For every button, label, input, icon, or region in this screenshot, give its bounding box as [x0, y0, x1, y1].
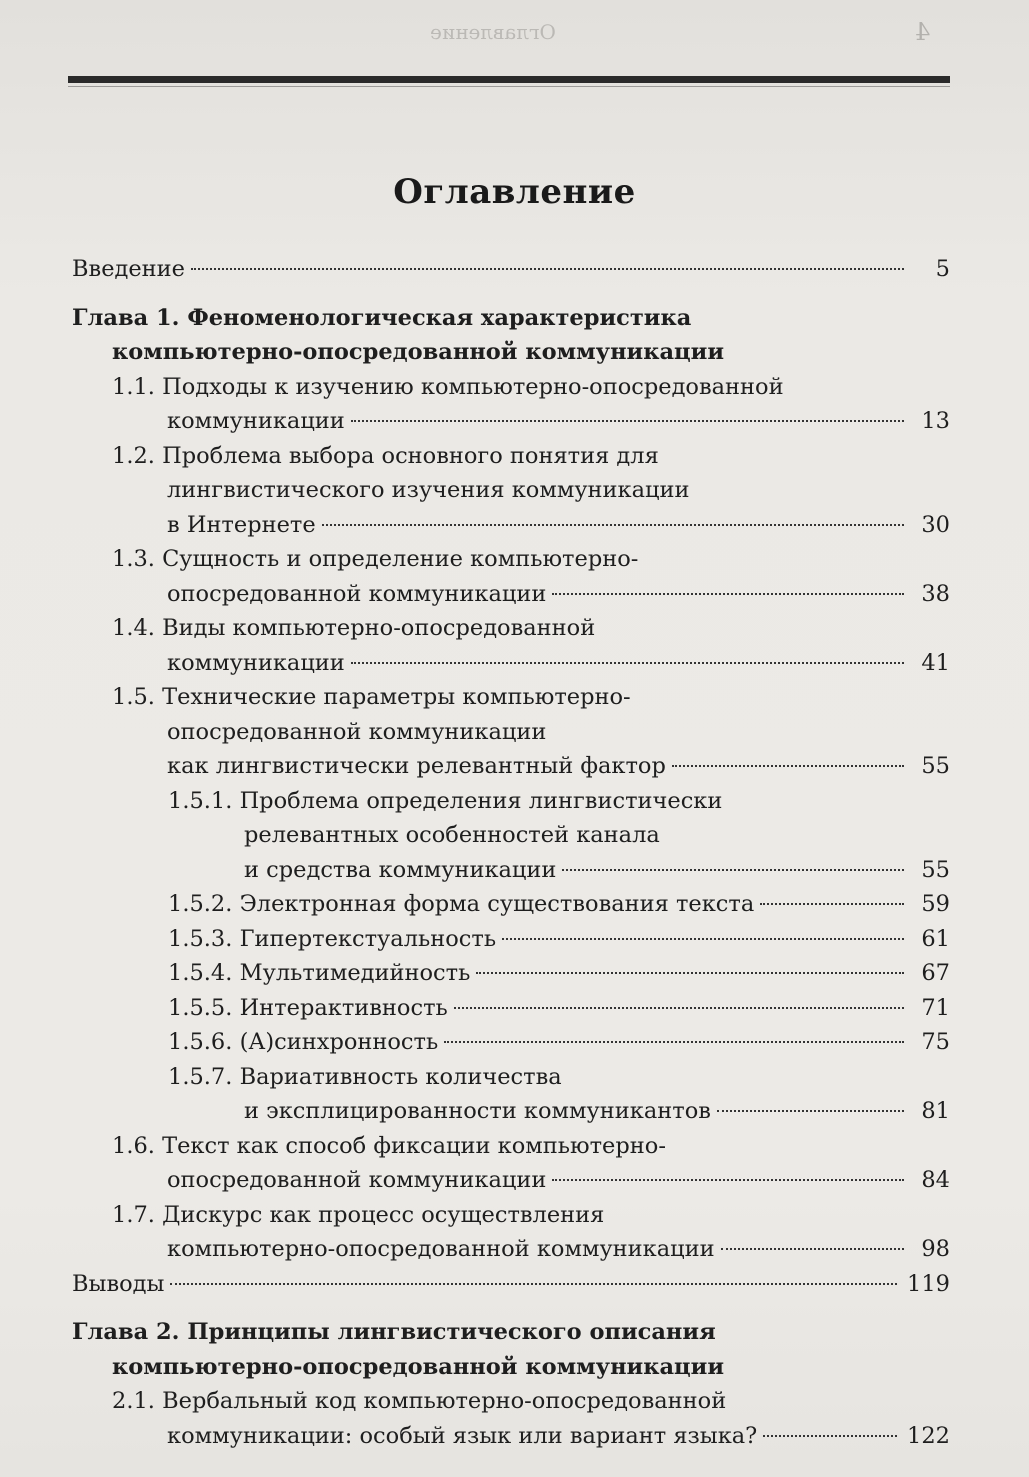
toc-entry-1-5-6[interactable]	[72, 1025, 950, 1060]
section-number: 1.1.	[112, 373, 155, 400]
toc-entry-1-2[interactable]	[72, 439, 950, 543]
dot-leader	[721, 1248, 904, 1250]
section-title-line: релевантных особенностей канала	[244, 822, 660, 848]
dot-leader	[552, 1179, 904, 1181]
section-title-line: опосредованной коммуникации	[167, 1167, 547, 1193]
page-number: 67	[921, 960, 950, 986]
page-number: 41	[921, 649, 950, 676]
section-number: 1.7.	[112, 1201, 155, 1228]
dot-leader	[351, 420, 904, 422]
section-number: 1.2.	[112, 442, 155, 469]
chapter-2-heading[interactable]	[72, 1315, 950, 1384]
section-title-line: Текст как способ фиксации компьютерно-	[162, 1132, 666, 1159]
section-number: 1.3.	[112, 546, 155, 572]
page-number: 98	[921, 1236, 950, 1262]
section-title-line: опосредованной коммуникации	[167, 718, 547, 745]
dot-leader	[322, 524, 904, 526]
section-number: 1.4.	[112, 615, 155, 641]
toc-entry-label: Выводы	[72, 1270, 165, 1297]
toc-entry-1-6[interactable]	[72, 1129, 950, 1198]
page-number: 5	[935, 256, 950, 282]
dot-leader	[760, 903, 904, 905]
section-title-line: и средства коммуникации	[244, 856, 557, 883]
section-title-line: опосредованной коммуникации	[167, 580, 547, 607]
dot-leader	[672, 765, 904, 767]
section-title-line: Электронная форма существования текста	[239, 891, 755, 917]
chapter-title-line: компьютерно-опосредованной коммуникации	[112, 339, 725, 365]
section-title-line: и эксплицированности коммуникантов	[244, 1098, 711, 1124]
toc-entry-1-4[interactable]	[72, 611, 950, 680]
toc-entry-1-5-3[interactable]	[72, 922, 950, 957]
header-rule	[68, 76, 950, 83]
section-title-line: Вербальный код компьютерно-опосредованной	[162, 1388, 727, 1414]
page-number: 13	[921, 408, 950, 434]
dot-leader	[502, 938, 904, 940]
chapter-1-heading[interactable]	[72, 301, 950, 370]
section-number: 1.5.7.	[168, 1063, 233, 1090]
toc-entry-1-5[interactable]	[72, 680, 950, 784]
section-number: 1.6.	[112, 1132, 155, 1159]
section-title-line: компьютерно-опосредованной коммуникации	[167, 1236, 715, 1262]
section-title-line: коммуникации: особый язык или вариант языка?	[167, 1422, 758, 1449]
section-title-line: Проблема определения лингвистически	[239, 787, 723, 814]
page-number: 30	[921, 511, 950, 538]
section-number: 1.5.1.	[168, 787, 233, 814]
chapter-title-line: компьютерно-опосредованной коммуникации	[112, 1353, 725, 1380]
table-of-contents	[72, 252, 950, 1453]
toc-entry-1-7[interactable]	[72, 1198, 950, 1267]
section-title-line: коммуникации	[167, 408, 345, 434]
page-number: 122	[907, 1422, 950, 1449]
toc-entry-1-5-7[interactable]	[72, 1060, 950, 1129]
section-title-line: Виды компьютерно-опосредованной	[162, 615, 596, 641]
dot-leader	[552, 593, 904, 595]
section-title-line: Мультимедийность	[239, 960, 471, 986]
dot-leader	[763, 1435, 897, 1437]
toc-entry-1-5-4[interactable]	[72, 956, 950, 991]
toc-entry-conclusions[interactable]	[72, 1267, 950, 1302]
page-number: 59	[921, 891, 950, 917]
toc-entry-1-5-5[interactable]	[72, 991, 950, 1026]
page-number: 81	[921, 1098, 950, 1124]
dot-leader	[351, 662, 904, 664]
section-title-line: Технические параметры компьютерно-	[162, 684, 631, 710]
section-number: 1.5.	[112, 684, 155, 710]
section-title-line: Сущность и определение компьютерно-	[162, 546, 639, 572]
dot-leader	[476, 972, 904, 974]
section-title-line: Гипертекстуальность	[239, 925, 497, 952]
section-title-line: Проблема выбора основного понятия для	[162, 442, 659, 469]
chapter-title-line: Глава 2. Принципы лингвистического описания	[72, 1319, 716, 1345]
dot-leader	[170, 1283, 897, 1285]
section-title-line: (А)синхронность	[239, 1029, 439, 1055]
toc-entry-2-1[interactable]	[72, 1384, 950, 1453]
page-number: 61	[921, 925, 950, 952]
page-number: 55	[921, 753, 950, 779]
page-number: 84	[921, 1167, 950, 1193]
section-title-line: Подходы к изучению компьютерно-опосредованной	[162, 373, 784, 400]
running-head-bleedthrough: Оглавление	[430, 20, 556, 44]
toc-entry-1-5-2[interactable]	[72, 887, 950, 922]
section-title-line: Дискурс как процесс осуществления	[162, 1201, 605, 1228]
section-number: 2.1.	[112, 1388, 155, 1414]
chapter-title-line: Глава 1. Феноменологическая характеристика	[72, 304, 692, 331]
section-number: 1.5.3.	[168, 925, 233, 952]
section-number: 1.5.4.	[168, 960, 233, 986]
page-number-bleedthrough: 4	[915, 18, 931, 46]
dot-leader	[562, 869, 904, 871]
section-title-line: как лингвистически релевантный фактор	[167, 753, 666, 779]
dot-leader	[444, 1041, 904, 1043]
section-title-line: Интерактивность	[239, 994, 448, 1021]
page-number: 119	[907, 1270, 950, 1297]
section-title-line: в Интернете	[167, 511, 316, 538]
section-number: 1.5.2.	[168, 891, 233, 917]
page-number: 55	[921, 856, 950, 883]
toc-entry-label: Введение	[72, 256, 185, 282]
header-rule-thin	[68, 86, 950, 87]
toc-entry-intro[interactable]	[72, 252, 950, 287]
page-number: 38	[921, 580, 950, 607]
section-number: 1.5.5.	[168, 994, 233, 1021]
section-number: 1.5.6.	[168, 1029, 233, 1055]
toc-entry-1-5-1[interactable]	[72, 784, 950, 888]
page-number: 71	[921, 994, 950, 1021]
page-title: Оглавление	[393, 172, 636, 212]
toc-entry-1-1[interactable]	[72, 370, 950, 439]
dot-leader	[191, 268, 904, 270]
dot-leader	[717, 1110, 904, 1112]
toc-entry-1-3[interactable]	[72, 542, 950, 611]
section-title-line: коммуникации	[167, 649, 345, 676]
dot-leader	[454, 1007, 904, 1009]
page-number: 75	[921, 1029, 950, 1055]
section-title-line: Вариативность количества	[239, 1063, 562, 1090]
section-title-line: лингвистического изучения коммуникации	[167, 477, 690, 503]
